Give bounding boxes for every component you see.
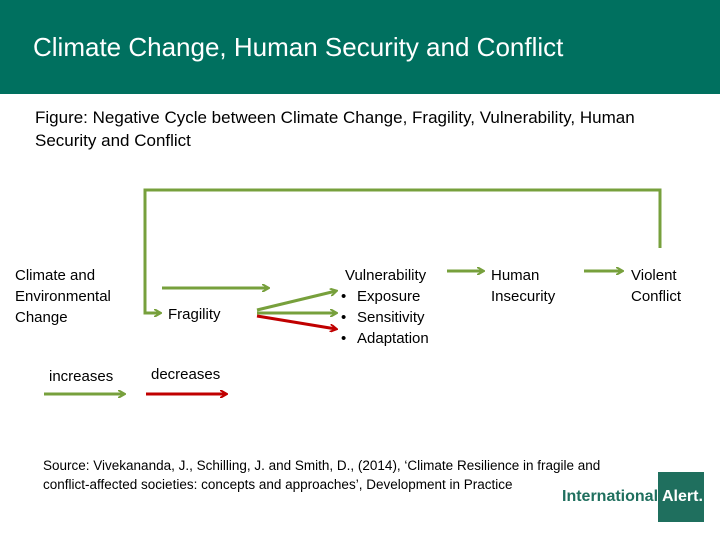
- legend-decreases-label: decreases: [151, 366, 221, 383]
- vulnerability-title: Vulnerability: [345, 267, 427, 284]
- list-item-exposure: • Exposure: [335, 286, 429, 307]
- node-human-insecurity: Human Insecurity: [491, 267, 556, 305]
- fragility-to-adaptation-arrow: [257, 316, 336, 329]
- list-item-adaptation: • Adaptation: [335, 328, 429, 349]
- international-alert-logo: [562, 472, 704, 524]
- node-vulnerability: [345, 265, 429, 349]
- figure-caption: Figure: Negative Cycle between Climate Change, Fragility, Vulnerability, Human Security and Conflict: [35, 108, 635, 150]
- vulnerability-list: [335, 286, 429, 349]
- fragility-to-exposure-arrow: [257, 291, 336, 310]
- node-climate-change: Climate and Environmental Change: [15, 267, 111, 326]
- legend-increases-label: increases: [49, 368, 114, 385]
- logo-text-left: International: [562, 488, 659, 505]
- node-fragility: Fragility: [168, 306, 221, 323]
- logo-text-right: Alert.: [662, 488, 703, 505]
- node-violent-conflict: Violent Conflict: [631, 267, 682, 305]
- list-item-sensitivity: • Sensitivity: [335, 307, 429, 328]
- slide-title: Climate Change, Human Security and Conflict: [33, 32, 564, 62]
- source-citation: Source: Vivekananda, J., Schilling, J. and Smith, D., (2014), ‘Climate Resilience in fragile and conflict-affected societies: concepts and approaches’, Development in Practice: [43, 458, 601, 492]
